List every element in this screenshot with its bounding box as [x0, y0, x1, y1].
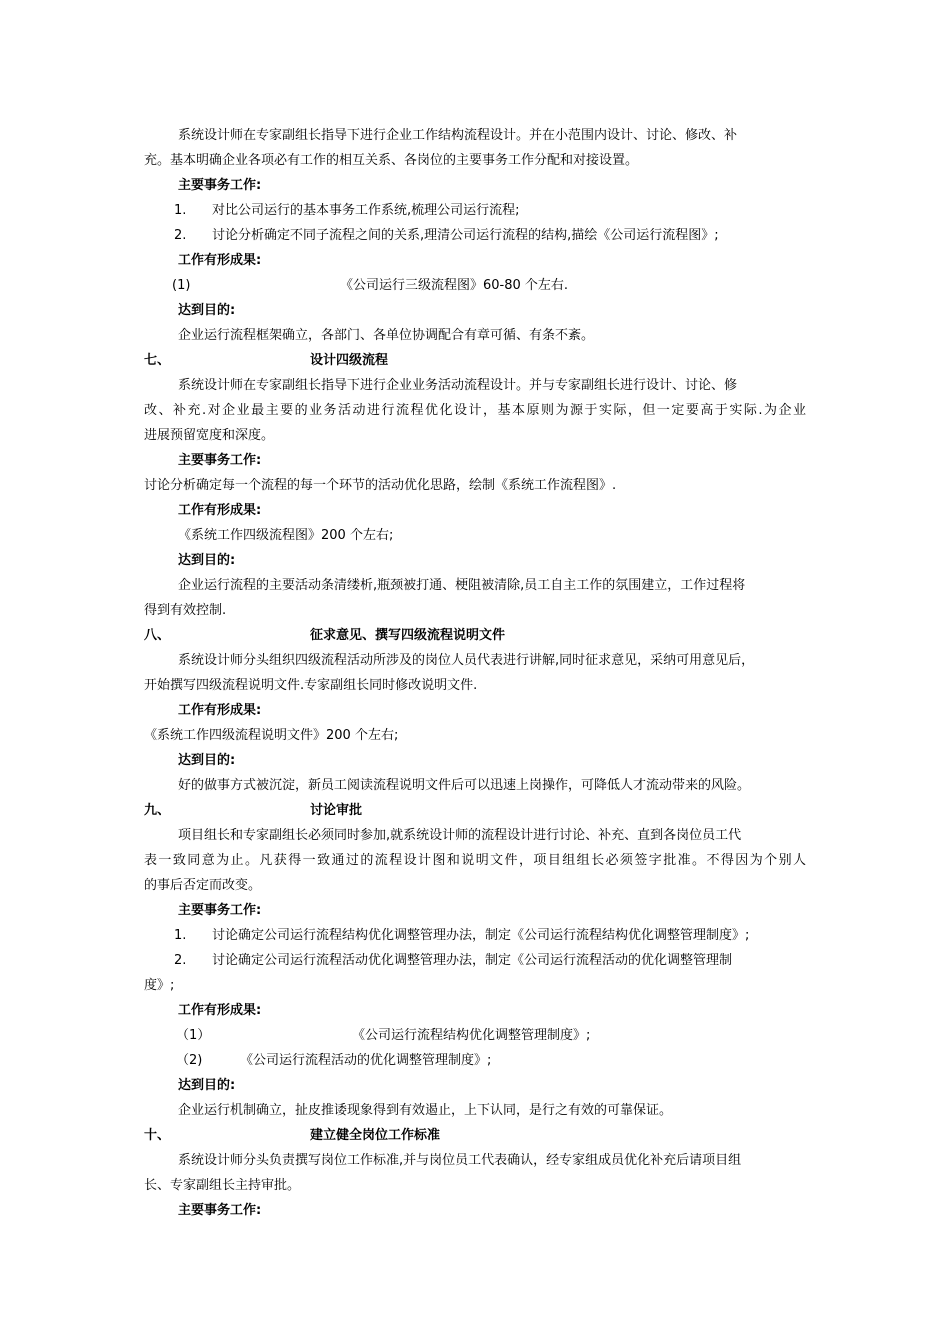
section7-paragraph-line1: 系统设计师在专家副组长指导下进行企业业务活动流程设计。并与专家副组长进行设计、讨论、修: [178, 378, 738, 393]
section9-item1-number: 1.: [174, 928, 187, 943]
section7-work-text: 讨论分析确定每一个流程的每一个环节的活动优化思路，绘制《系统工作流程图》.: [144, 478, 617, 493]
section9-item1-text: 讨论确定公司运行流程结构优化调整管理办法，制定《公司运行流程结构优化调整管理制度》;: [212, 928, 750, 943]
section8-result-text: 《系统工作四级流程说明文件》200 个左右;: [144, 728, 399, 743]
section9-result1-text: 《公司运行流程结构优化调整管理制度》;: [352, 1028, 591, 1043]
section9-result1-number: （1）: [176, 1028, 211, 1043]
section9-result2-text: 《公司运行流程活动的优化调整管理制度》;: [240, 1053, 492, 1068]
section7-goal-heading: 达到目的:: [178, 553, 236, 568]
section9-goal-text: 企业运行机制确立，扯皮推诿现象得到有效遏止，上下认同，是行之有效的可靠保证。: [178, 1103, 673, 1118]
section7-title: 设计四级流程: [310, 353, 389, 368]
section9-result2-number: （2): [176, 1053, 203, 1068]
section9-paragraph-line3: 的事后否定而改变。: [144, 878, 262, 893]
section8-goal-heading: 达到目的:: [178, 753, 236, 768]
section10-number: 十、: [144, 1128, 171, 1143]
section8-result-heading: 工作有形成果:: [178, 703, 262, 718]
section10-work-heading: 主要事务工作:: [178, 1203, 262, 1218]
section8-number: 八、: [144, 628, 171, 643]
section7-goal-line2: 得到有效控制.: [144, 603, 227, 618]
section10-paragraph-line2: 长、专家副组长主持审批。: [144, 1178, 301, 1193]
intro-result1-text: 《公司运行三级流程图》60-80 个左右.: [340, 278, 569, 293]
section9-paragraph-line1: 项目组长和专家副组长必须同时参加,就系统设计师的流程设计进行讨论、补充、直到各岗位员工代: [178, 828, 742, 843]
section10-title: 建立健全岗位工作标准: [310, 1128, 441, 1143]
intro-paragraph-line1: 系统设计师在专家副组长指导下进行企业工作结构流程设计。并在小范围内设计、讨论、修改、补: [178, 128, 738, 143]
section7-paragraph-line2: 改、补充.对企业最主要的业务活动进行流程优化设计，基本原则为源于实际，但一定要高于实际.为企业: [144, 403, 806, 418]
section8-goal-text: 好的做事方式被沉淀，新员工阅读流程说明文件后可以迅速上岗操作，可降低人才流动带来的风险。: [178, 778, 751, 793]
section7-result-heading: 工作有形成果:: [178, 503, 262, 518]
section9-item2-text: 讨论确定公司运行流程活动优化调整管理办法，制定《公司运行流程活动的优化调整管理制: [212, 953, 733, 968]
section9-paragraph-line2: 表一致同意为止。凡获得一致通过的流程设计图和说明文件，项目组组长必须签字批准。不得因为个别人: [144, 853, 806, 868]
intro-item2-number: 2.: [174, 228, 187, 243]
section7-result-text: 《系统工作四级流程图》200 个左右;: [178, 528, 394, 543]
section7-work-heading: 主要事务工作:: [178, 453, 262, 468]
section7-goal-line1: 企业运行流程的主要活动条清缕析,瓶颈被打通、梗阻被清除,员工自主工作的氛围建立，工作过程将: [178, 578, 746, 593]
intro-work-heading: 主要事务工作:: [178, 178, 262, 193]
section9-item2-number: 2.: [174, 953, 187, 968]
section8-paragraph-line2: 开始撰写四级流程说明文件.专家副组长同时修改说明文件.: [144, 678, 478, 693]
intro-paragraph-line2: 充。基本明确企业各项必有工作的相互关系、各岗位的主要事务工作分配和对接设置。: [144, 153, 639, 168]
section9-result-heading: 工作有形成果:: [178, 1003, 262, 1018]
intro-item1-number: 1.: [174, 203, 187, 218]
section8-paragraph-line1: 系统设计师分头组织四级流程活动所涉及的岗位人员代表进行讲解,同时征求意见，采纳可用意见后，: [178, 653, 755, 668]
section9-work-heading: 主要事务工作:: [178, 903, 262, 918]
section9-number: 九、: [144, 803, 171, 818]
section8-title: 征求意见、撰写四级流程说明文件: [310, 628, 506, 643]
section9-title: 讨论审批: [310, 803, 363, 818]
intro-item1-text: 对比公司运行的基本事务工作系统,梳理公司运行流程;: [212, 203, 520, 218]
section7-number: 七、: [144, 353, 171, 368]
section9-item2-continuation: 度》;: [144, 978, 175, 993]
intro-goal-heading: 达到目的:: [178, 303, 236, 318]
intro-goal-text: 企业运行流程框架确立，各部门、各单位协调配合有章可循、有条不紊。: [178, 328, 595, 343]
section9-goal-heading: 达到目的:: [178, 1078, 236, 1093]
intro-item2-text: 讨论分析确定不同子流程之间的关系,理清公司运行流程的结构,描绘《公司运行流程图》;: [212, 228, 719, 243]
section10-paragraph-line1: 系统设计师分头负责撰写岗位工作标准,并与岗位员工代表确认，经专家组成员优化补充后请项目组: [178, 1153, 742, 1168]
section7-paragraph-line3: 进展预留宽度和深度。: [144, 428, 275, 443]
intro-result1-number: (1): [172, 278, 191, 293]
intro-result-heading: 工作有形成果:: [178, 253, 262, 268]
